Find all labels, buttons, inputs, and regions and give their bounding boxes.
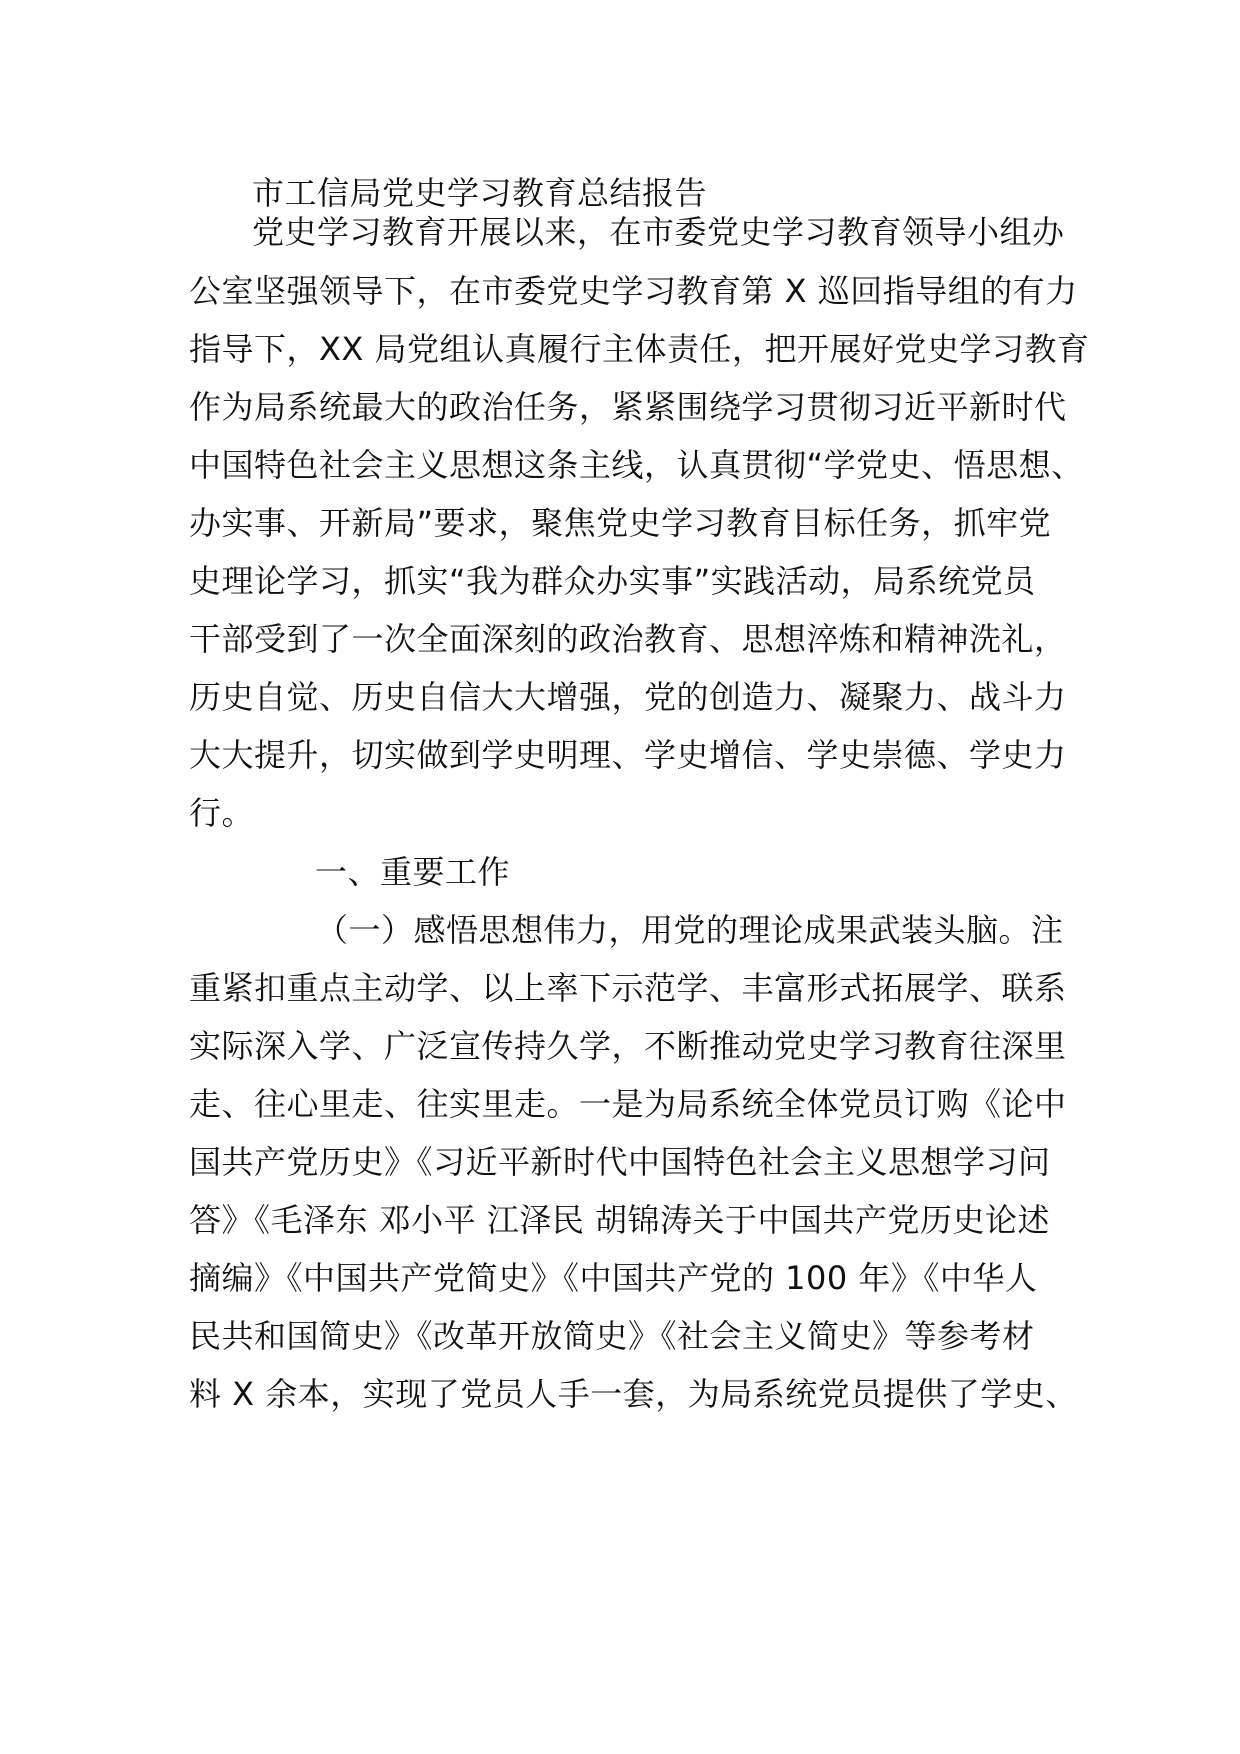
intro-line: 作为局系统最大的政治任务，紧紧围绕学习贯彻习近平新时代 (189, 388, 1067, 426)
subsection-line: （一）感悟思想伟力，用党的理论成果武装头脑。注 (316, 911, 1064, 949)
subsection-line: 答》《毛泽东 邓小平 江泽民 胡锦涛关于中国共产党历史论述 (189, 1201, 1051, 1239)
subsection-line: 国共产党历史》《习近平新时代中国特色社会主义思想学习问 (189, 1143, 1051, 1181)
document-title: 市工信局党史学习教育总结报告 (252, 174, 708, 212)
subsection-line: 实际深入学、广泛宣传持久学，不断推动党史学习教育往深里 (189, 1027, 1067, 1065)
intro-line: 史理论学习，抓实“我为群众办实事”实践活动，局系统党员 (189, 562, 1036, 600)
intro-line: 公室坚强领导下，在市委党史学习教育第 X 巡回指导组的有力 (189, 272, 1078, 310)
intro-line: 行。 (189, 794, 255, 832)
subsection-line: 料 X 余本，实现了党员人手一套，为局系统党员提供了学史、 (189, 1375, 1078, 1413)
intro-line: 中国特色社会主义思想这条主线，认真贯彻“学党史、悟思想、 (189, 446, 1084, 484)
intro-line: 党史学习教育开展以来，在市委党史学习教育领导小组办 (252, 213, 1065, 251)
intro-line: 历史自觉、历史自信大大增强，党的创造力、凝聚力、战斗力 (189, 678, 1067, 716)
intro-line: 干部受到了一次全面深刻的政治教育、思想淬炼和精神洗礼， (189, 620, 1067, 658)
subsection-line: 摘编》《中国共产党简史》《中国共产党的 100 年》《中华人 (189, 1259, 1038, 1297)
section-heading: 一、重要工作 (315, 853, 511, 891)
intro-line: 大大提升，切实做到学史明理、学史增信、学史崇德、学史力 (189, 736, 1067, 774)
intro-line: 办实事、开新局”要求，聚焦党史学习教育目标任务，抓牢党 (189, 504, 1052, 542)
subsection-line: 走、往心里走、往实里走。一是为局系统全体党员订购《论中 (189, 1085, 1067, 1123)
subsection-line: 民共和国简史》《改革开放简史》《社会主义简史》等参考材 (189, 1317, 1035, 1355)
intro-line: 指导下，XX 局党组认真履行主体责任，把开展好党史学习教育 (189, 330, 1090, 368)
subsection-line: 重紧扣重点主动学、以上率下示范学、丰富形式拓展学、联系 (189, 969, 1067, 1007)
